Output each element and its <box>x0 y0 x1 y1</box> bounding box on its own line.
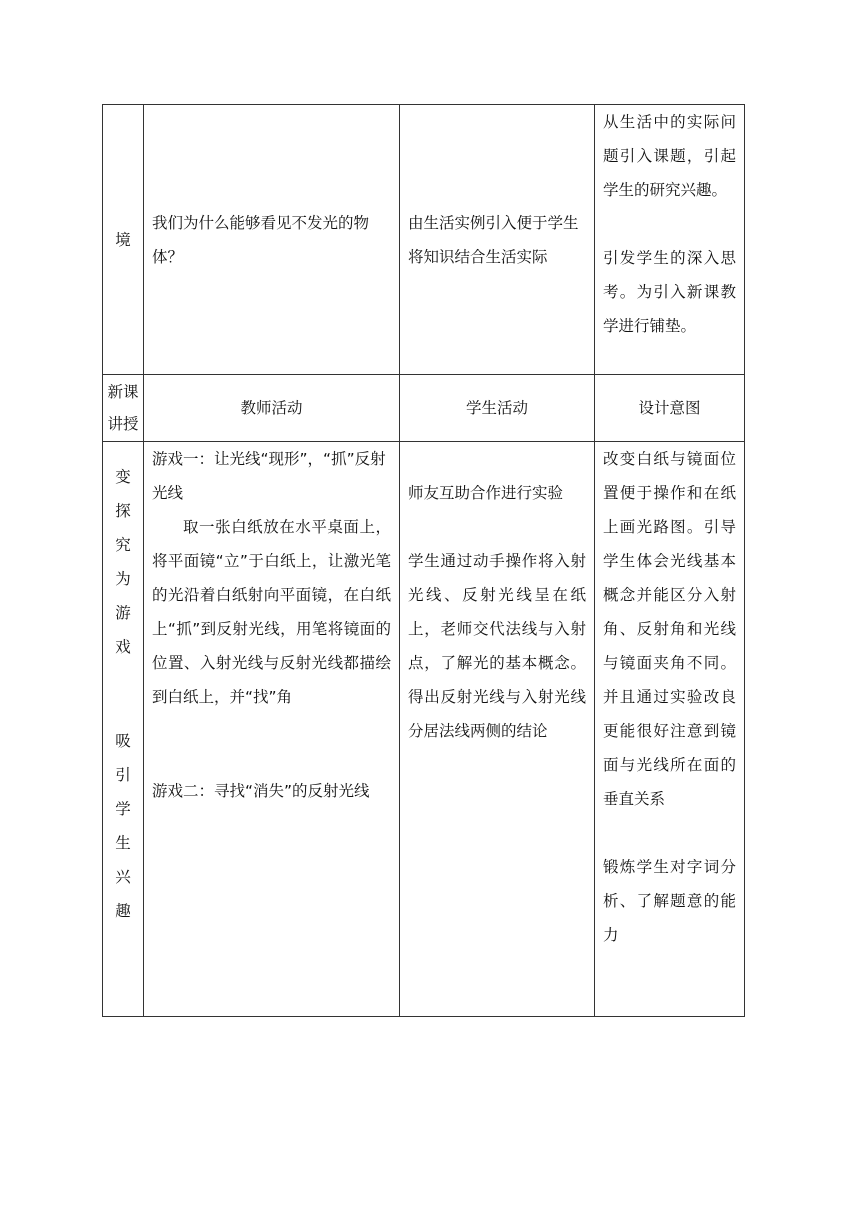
student-activity-cooperate: 师友互助合作进行实验 <box>408 484 564 502</box>
design-intent-text-2: 引发学生的深入思考。为引入新课教学进行铺垫。 <box>603 249 736 335</box>
header-student-label: 学生活动 <box>465 399 528 417</box>
stage-label-explore: 变探究为游戏 <box>115 468 131 656</box>
stage-cell-explore <box>103 442 144 1017</box>
header-cell-teacher <box>144 375 400 442</box>
header-teacher-label: 教师活动 <box>240 399 303 417</box>
header-cell-design <box>595 375 745 442</box>
student-activity-cell-explore <box>400 442 595 1017</box>
design-intent-cell-explore <box>595 442 745 1017</box>
lesson-plan-table <box>102 104 745 1017</box>
design-intent-text: 从生活中的实际问题引入课题，引起学生的研究兴趣。 <box>603 113 736 199</box>
stage-label-interest: 吸引学生兴趣 <box>115 732 131 920</box>
table-header-row <box>103 375 745 442</box>
header-cell-student <box>400 375 595 442</box>
header-stage-label: 新课讲授 <box>107 382 139 433</box>
teacher-activity-cell-explore <box>144 442 400 1017</box>
game-one-title: 游戏一：让光线“现形”，“抓”反射光线 <box>152 450 386 502</box>
teacher-activity-cell <box>144 105 400 375</box>
design-intent-cell <box>595 105 745 375</box>
stage-label: 境 <box>115 230 131 249</box>
student-activity-experiment: 学生通过动手操作将入射光线、反射光线呈在纸上，老师交代法线与入射点，了解光的基本概念。得出反射光线与入射光线分居法线两侧的结论 <box>408 552 586 740</box>
game-one-body: 取一张白纸放在水平桌面上，将平面镜“立”于白纸上，让激光笔的光沿着白纸射向平面镜，在白纸上“抓”到反射光线，用笔将镜面的位置、入射光线与反射光线都描绘到白纸上，并“找”角 <box>152 518 391 706</box>
game-two-title: 游戏二：寻找“消失”的反射光线 <box>152 782 370 800</box>
design-intent-experiment: 改变白纸与镜面位置便于操作和在纸上画光路图。引导学生体会光线基本概念并能区分入射角、反射角和光线与镜面夹角不同。并且通过实验改良更能很好注意到镜面与光线所在面的垂直关系 <box>603 450 736 808</box>
header-design-label: 设计意图 <box>638 399 701 417</box>
design-intent-language: 锻炼学生对字词分析、了解题意的能力 <box>603 858 736 944</box>
table-row-situation <box>103 105 745 375</box>
student-activity-cell <box>400 105 595 375</box>
student-activity-text: 由生活实例引入便于学生将知识结合生活实际 <box>408 213 579 266</box>
header-cell-stage <box>103 375 144 442</box>
table-row-explore <box>103 442 745 1017</box>
teacher-question: 我们为什么能够看见不发光的物体？ <box>152 213 370 266</box>
stage-cell <box>103 105 144 375</box>
